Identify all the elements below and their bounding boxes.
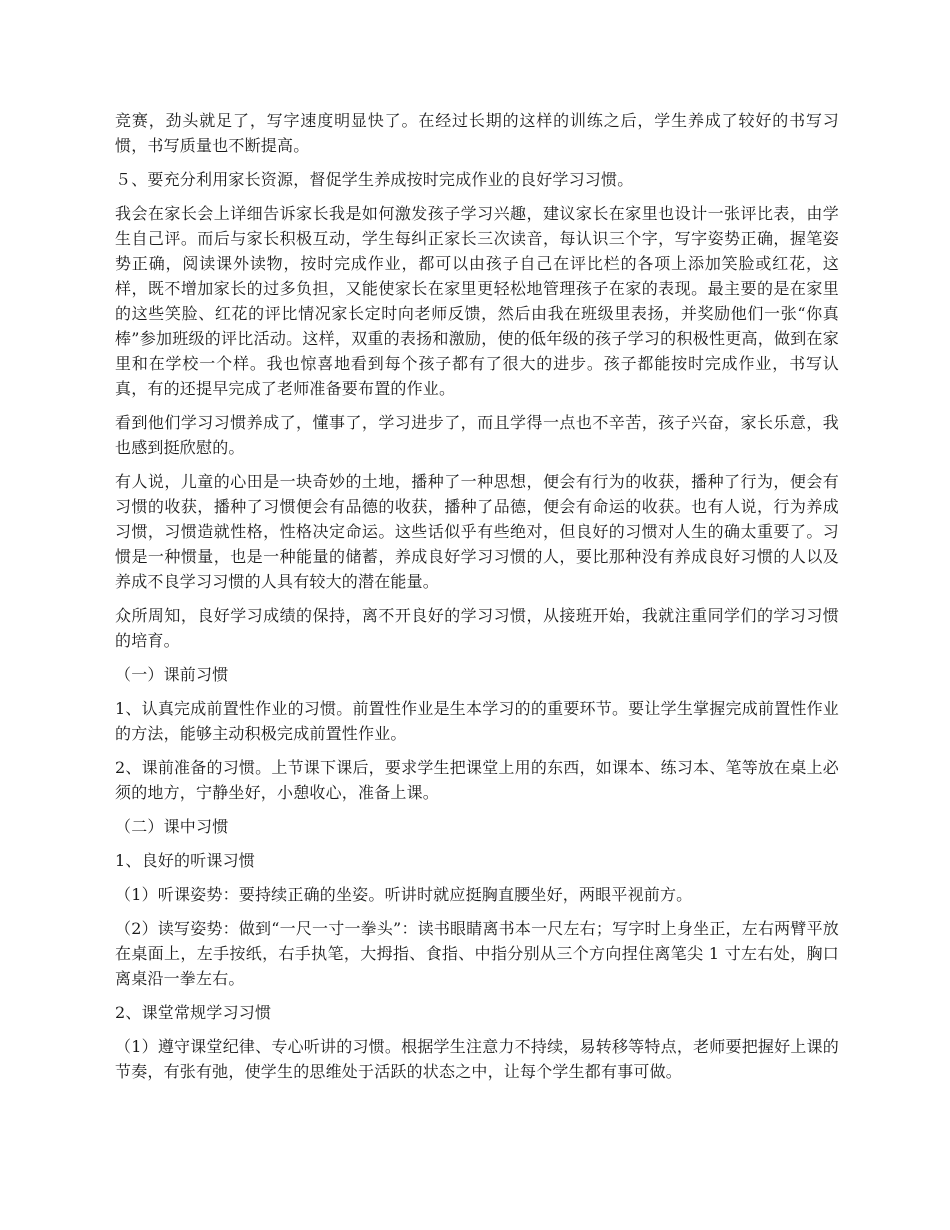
paragraph-intro-habits: 众所周知，良好学习成绩的保持，离不开良好的学习习惯，从接班开始，我就注重同学们的学习习惯的培育。	[115, 606, 839, 650]
heading-pre-class-habits: （一）课前习惯	[115, 665, 229, 684]
item-preview-homework: 1、认真完成前置性作业的习惯。前置性作业是生本学习的的重要环节。要让学生掌握完成前置性作业的方法，能够主动积极完成前置性作业。	[115, 699, 839, 743]
heading-in-class-habits: （二）课中习惯	[115, 817, 229, 836]
item-listening-habits: 1、良好的听课习惯	[115, 851, 255, 870]
item-classroom-discipline: （1）遵守课堂纪律、专心听讲的习惯。根据学生注意力不持续，易转移等特点，老师要把握好上课的节奏，有张有弛，使学生的思维处于活跃的状态之中，让每个学生都有事可做。	[115, 1037, 839, 1081]
section-heading-5: ５、要充分利用家长资源，督促学生养成按时完成作业的良好学习习惯。	[115, 170, 634, 189]
paragraph-habit-quote: 有人说，儿童的心田是一块奇妙的土地，播种了一种思想，便会有行为的收获，播种了行为，便会有习惯的收获，播种了习惯便会有品德的收获，播种了品德，便会有命运的收获。也有人说，行为养成习惯，习惯造就性格，性格决定命运。这些话似乎有些绝对，但良好的习惯对人生的确太重要了。习惯是一种惯量，也是一种能量的储蓄，养成良好学习习惯的人，要比那种没有养成良好习惯的人以及养成不良学习习惯的人具有较大的潜在能量。	[115, 472, 839, 591]
item-listening-posture: （1）听课姿势：要持续正确的坐姿。听讲时就应挺胸直腰坐好，两眼平视前方。	[115, 885, 693, 904]
paragraph-reflection: 看到他们学习习惯养成了，懂事了，学习进步了，而且学得一点也不辛苦，孩子兴奋，家长乐意，我也感到挺欣慰的。	[115, 413, 839, 457]
item-class-preparation: 2、课前准备的习惯。上节课下课后，要求学生把课堂上用的东西，如课本、练习本、笔等放在桌上必须的地方，宁静坐好，小憩收心，准备上课。	[115, 758, 839, 802]
paragraph-parent-meeting: 我会在家长会上详细告诉家长我是如何激发孩子学习兴趣，建议家长在家里也设计一张评比表，由学生自己评。而后与家长积极互动，学生每纠正家长三次读音，每认识三个字，写字姿势正确，握笔姿势正确，阅读课外读物，按时完成作业，都可以由孩子自己在评比栏的各项上添加笑脸或红花，这样，既不增加家长的过多负担，又能使家长在家里更轻松地管理孩子在家的表现。最主要的是在家里的这些笑脸、红花的评比情况家长定时向老师反馈，然后由我在班级里表扬，并奖励他们一张“你真棒”参加班级的评比活动。这样，双重的表扬和激励，使的低年级的孩子学习的积极性更高，做到在家里和在学校一个样。我也惊喜地看到每个孩子都有了很大的进步。孩子都能按时完成作业，书写认真，有的还提早完成了老师准备要布置的作业。	[115, 204, 839, 398]
item-classroom-routine: 2、课堂常规学习习惯	[115, 1003, 272, 1022]
item-reading-writing-posture: （2）读写姿势：做到“一尺一寸一拳头”：读书眼睛离书本一尺左右；写字时上身坐正，左右两臂平放在桌面上，左手按纸，右手执笔，大拇指、食指、中指分别从三个方向捏住离笔尖 1 寸左右处，胸口离桌沿一拳左右。	[115, 919, 839, 988]
document-body	[115, 108, 839, 1093]
paragraph-continuation: 竞赛，劲头就足了，写字速度明显快了。在经过长期的这样的训练之后，学生养成了较好的书写习惯，书写质量也不断提高。	[115, 111, 839, 155]
